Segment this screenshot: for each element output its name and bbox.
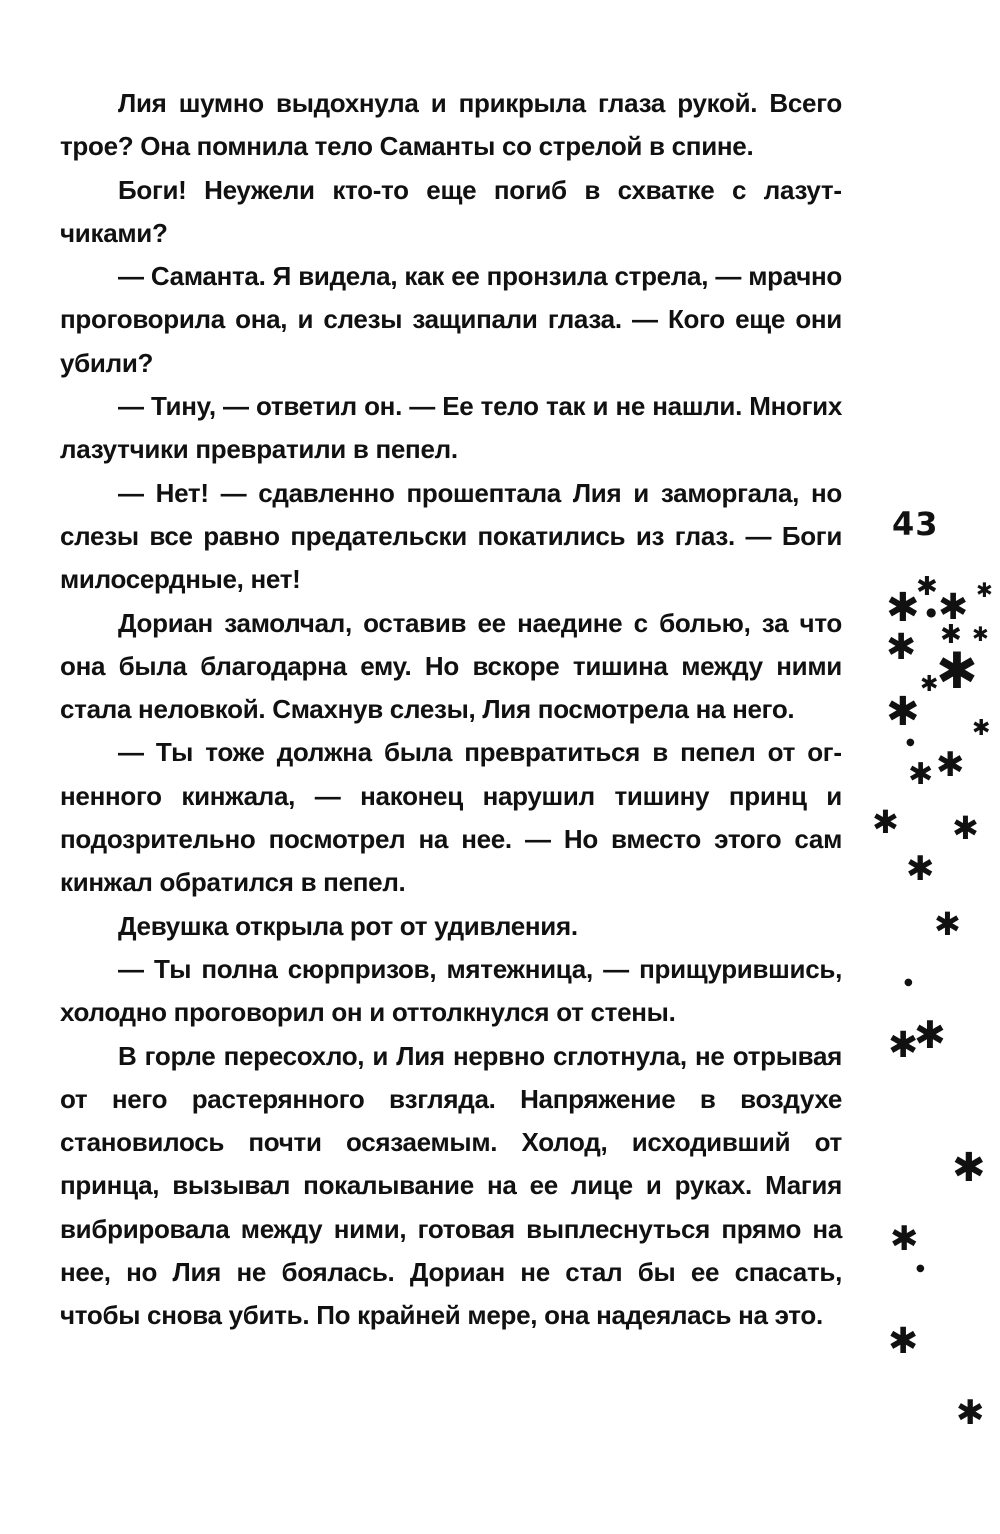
star-asterisk-icon: ✱ <box>972 622 989 646</box>
star-asterisk-icon: ✱ <box>936 745 965 785</box>
star-asterisk-icon: ✱ <box>976 578 993 602</box>
star-asterisk-icon: ✱ <box>934 905 961 943</box>
star-asterisk-icon: ✱ <box>972 716 991 741</box>
paragraph-1: Лия шумно выдохнула и прикрыла глаза рукой. Всего трое? Она помнила тело Саманты со стрелой в спине. <box>60 88 842 162</box>
text-column <box>60 82 842 1338</box>
star-asterisk-icon: ✱ <box>952 1145 986 1191</box>
star-asterisk-icon: ✱ <box>914 1013 946 1057</box>
star-asterisk-icon: ✱ <box>888 1321 919 1362</box>
paragraph-7: — Ты тоже должна была превратиться в пепел от огненного кинжала, — наконец нарушил тишину принц и подозрительно посмотрел на нее. — Но вместо этого сам кинжал обратился в пепел. <box>60 737 842 898</box>
star-asterisk-icon: ✱ <box>890 1219 919 1259</box>
star-asterisk-icon: ✱ <box>888 1025 919 1066</box>
star-asterisk-icon: ✱ <box>886 627 917 668</box>
star-asterisk-icon: ✱ <box>940 620 962 650</box>
star-asterisk-icon: ● <box>926 605 937 619</box>
paragraph-3: — Саманта. Я видела, как ее пронзила стрела, — мрачно проговорила она, и слезы защипали глаза. — Кого еще они убили? <box>60 261 842 378</box>
paragraph-2: Боги! Неужели кто-то еще погиб в схватке с лазутчиками? <box>60 174 842 248</box>
star-asterisk-icon: ✱ <box>938 587 969 628</box>
star-asterisk-icon: ✱ <box>872 803 899 841</box>
star-asterisk-icon: ✱ <box>952 809 979 847</box>
star-asterisk-icon: ✱ <box>916 572 938 602</box>
star-asterisk-icon: ✱ <box>920 672 939 697</box>
star-asterisk-icon: ● <box>904 977 913 988</box>
star-asterisk-icon: ● <box>916 1263 925 1274</box>
paragraph-10: В горле пересохло, и Лия нервно сглотнула, не отрывая от него растерянного взгляда. Напряжение в воздухе становилось почти осязаемым. Холод, исходивший от принца, вызывал покалывание на ее лице и руках. Магия вибрировала между ними, готовая выплеснуться прямо на нее, но Лия не боялась. Дориан не стал бы ее спасать, чтобы снова убить. По крайней мере, она надеялась на это. <box>60 1040 842 1331</box>
paragraph-9: — Ты полна сюрпризов, мятежница, — прищурившись, холодно проговорил он и оттолкнулся от стены. <box>60 953 842 1028</box>
page-number: 43 <box>892 505 939 543</box>
paragraph-6: Дориан замолчал, оставив ее наедине с болью, за что она была благодарна ему. Но вскоре тишина между ними стала неловкой. Смахнув слезы, Лия посмотрела на него. <box>60 607 842 725</box>
star-asterisk-icon: ✱ <box>936 642 978 700</box>
paragraph-8: Девушка открыла рот от удивления. <box>118 910 578 941</box>
star-asterisk-icon-decoration <box>860 570 1000 1450</box>
paragraph-4: — Тину, — ответил он. — Ее тело так и не нашли. Многих лазутчики превратили в пепел. <box>60 391 842 465</box>
paragraph-5: — Нет! — сдавленно прошептала Лия и заморгала, но слезы все равно предательски покатились из глаз. — Боги милосердные, нет! <box>60 477 842 595</box>
star-asterisk-icon: ✱ <box>906 849 935 889</box>
star-asterisk-icon: ✱ <box>956 1393 985 1433</box>
star-asterisk-icon: ✱ <box>886 689 920 735</box>
star-asterisk-icon: ● <box>906 737 915 748</box>
star-asterisk-icon: ✱ <box>908 757 934 792</box>
star-asterisk-icon: ✱ <box>886 585 920 631</box>
